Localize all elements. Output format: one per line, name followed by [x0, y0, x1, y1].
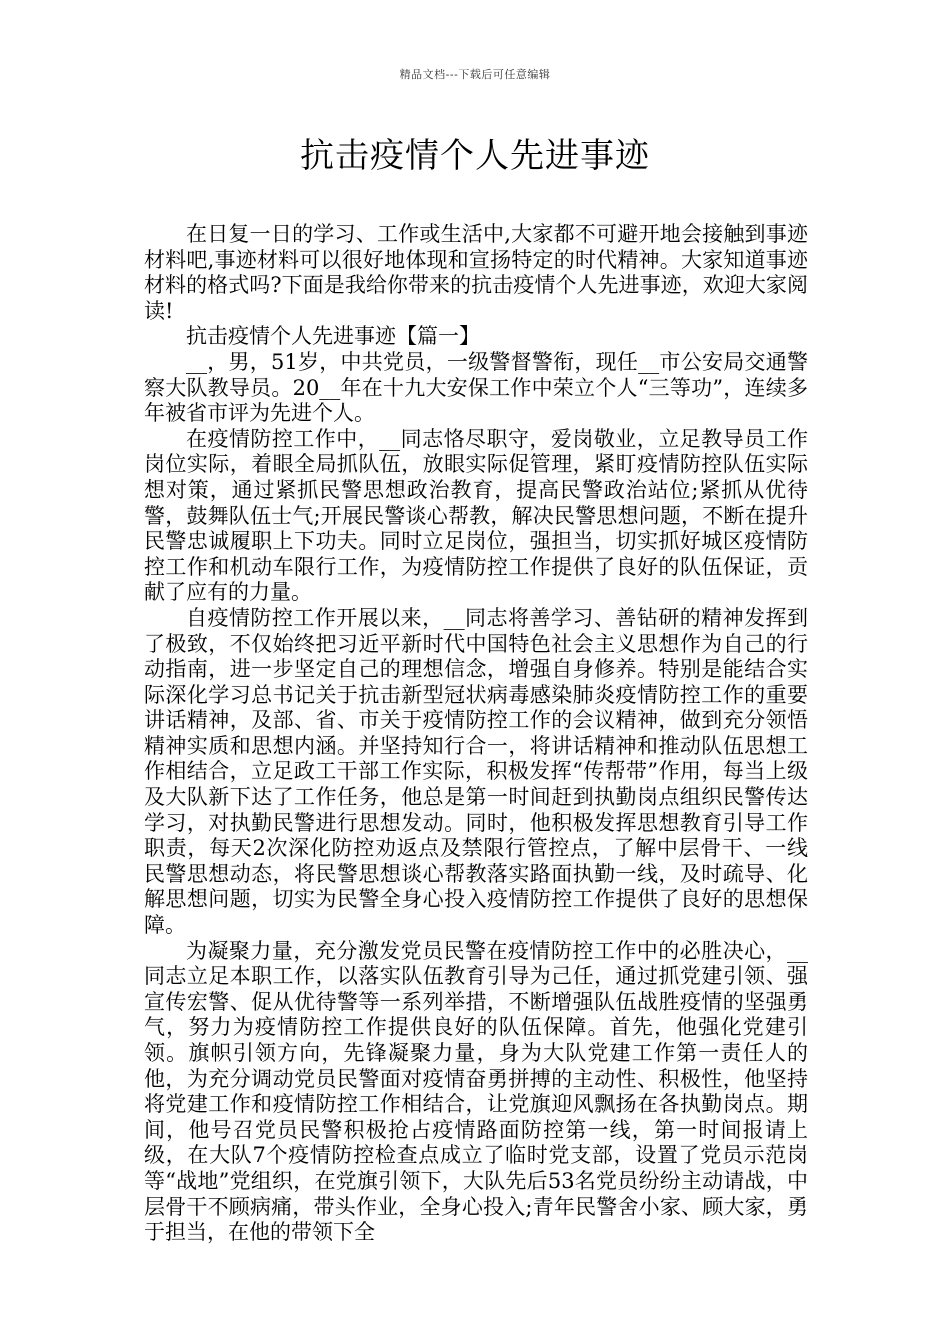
paragraph: 自疫情防控工作开展以来，__同志将善学习、善钻研的精神发挥到了极致，不仅始终把习近平新时代中国特色社会主义思想作为自己的行动指南，进一步坚定自己的理想信念，增强自身修养。特别是能结合实际深化学习总书记关于抗击新型冠状病毒感染肺炎疫情防控工作的重要讲话精神，及部、省、市关于疫情防控工作的会议精神，做到充分领悟精神实质和思想内涵。并坚持知行合一，将讲话精神和推动队伍思想工作相结合，立足政工干部工作实际，积极发挥“传帮带”作用，每当上级及大队新下达了工作任务，他总是第一时间赶到执勤岗点组织民警传达学习，对执勤民警进行思想发动。同时，他积极发挥思想教育引导工作职责，每天2次深化防控劝返点及禁限行管控点，了解中层骨干、一线民警思想动态，将民警思想谈心帮教落实路面执勤一线，及时疏导、化解思想问题，切实为民警全身心投入疫情防控工作提供了良好的思想保障。 — [144, 605, 808, 938]
document-body — [144, 222, 808, 1246]
section-heading: 抗击疫情个人先进事迹【篇一】 — [186, 324, 480, 349]
document-title: 抗击疫情个人先进事迹 — [300, 136, 650, 176]
paragraph: 在疫情防控工作中，__同志恪尽职守，爱岗敬业，立足教导员工作岗位实际，着眼全局抓队伍，放眼实际促管理，紧盯疫情防控队伍实际想对策，通过紧抓民警思想政治教育，提高民警政治站位;紧抓从优待警，鼓舞队伍士气;开展民警谈心帮教，解决民警思想问题，不断在提升民警忠诚履职上下功夫。同时立足岗位，强担当，切实抓好城区疫情防控工作和机动车限行工作，为疫情防控工作提供了良好的队伍保证，贡献了应有的力量。 — [144, 426, 808, 605]
paragraph: 在日复一日的学习、工作或生活中,大家都不可避开地会接触到事迹材料吧,事迹材料可以很好地体现和宣扬特定的时代精神。大家知道事迹材料的格式吗?下面是我给你带来的抗击疫情个人先进事迹，欢迎大家阅读! — [144, 222, 808, 323]
paragraph: __，男，51岁，中共党员，一级警督警衔，现任__市公安局交通警察大队教导员。20__年在十九大安保工作中荣立个人“三等功”，连续多年被省市评为先进个人。 — [144, 349, 808, 426]
paragraph: 为凝聚力量，充分激发党员民警在疫情防控工作中的必胜决心，__同志立足本职工作，以落实队伍教育引导为己任，通过抓党建引领、强宣传宏警、促从优待警等一系列举措，不断增强队伍战胜疫情的坚强勇气，努力为疫情防控工作提供良好的队伍保障。首先，他强化党建引领。旗帜引领方向，先锋凝聚力量，身为大队党建工作第一责任人的他，为充分调动党员民警面对疫情奋勇拼搏的主动性、积极性，他坚持将党建工作和疫情防控工作相结合，让党旗迎风飘扬在各执勤岗点。期间，他号召党员民警积极抢占疫情路面防控第一线，第一时间报请上级，在大队7个疫情防控检查点成立了临时党支部，设置了党员示范岗等“战地”党组织，在党旗引领下，大队先后53名党员纷纷主动请战，中层骨干不顾病痛，带头作业，全身心投入;青年民警舍小家、顾大家，勇于担当，在他的带领下全 — [144, 938, 808, 1245]
header-note: 精品文档---下载后可任意编辑 — [399, 68, 551, 81]
